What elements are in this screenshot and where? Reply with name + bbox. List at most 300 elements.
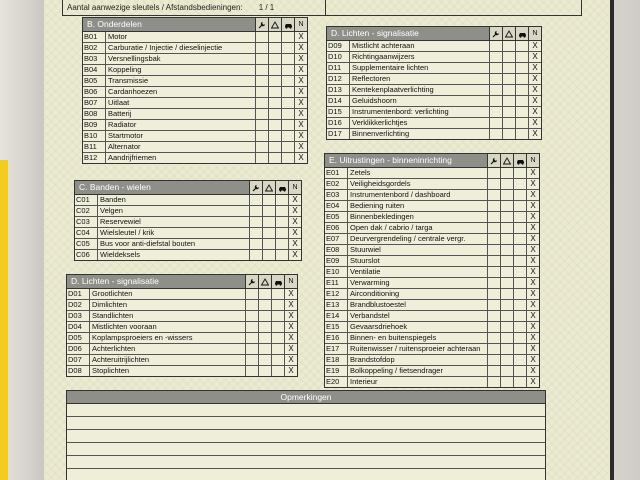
- check-cell[interactable]: [489, 85, 502, 95]
- check-cell[interactable]: [513, 355, 526, 365]
- check-cell-n[interactable]: X: [526, 278, 539, 288]
- check-cell[interactable]: [281, 32, 294, 42]
- checklist-row: [83, 142, 307, 153]
- checklist-row: [327, 63, 541, 74]
- check-cell-n[interactable]: X: [294, 54, 307, 64]
- check-cell-n[interactable]: X: [526, 333, 539, 343]
- check-cell-n[interactable]: X: [526, 355, 539, 365]
- check-cell[interactable]: [249, 228, 262, 238]
- checklist-row: [325, 212, 539, 223]
- item-code: E02: [325, 179, 348, 189]
- item-code: B10: [83, 131, 106, 141]
- check-cell[interactable]: [487, 333, 500, 343]
- check-cell[interactable]: [513, 278, 526, 288]
- check-cell[interactable]: [281, 76, 294, 86]
- check-cell[interactable]: [271, 355, 284, 365]
- check-cell[interactable]: [262, 206, 275, 216]
- checklist-row: [325, 300, 539, 311]
- check-cell-n[interactable]: X: [288, 195, 301, 205]
- check-cell[interactable]: [268, 98, 281, 108]
- checklist-row: [325, 344, 539, 355]
- item-label: Bolkoppeling / fietsendrager: [350, 366, 443, 375]
- check-cell-n[interactable]: X: [294, 98, 307, 108]
- check-cell[interactable]: [513, 245, 526, 255]
- check-cell[interactable]: [258, 289, 271, 299]
- item-code: E04: [325, 201, 348, 211]
- item-label: Brandstofdop: [350, 355, 395, 364]
- check-cell[interactable]: [500, 212, 513, 222]
- check-cell-n[interactable]: X: [526, 190, 539, 200]
- check-cell-n[interactable]: X: [294, 109, 307, 119]
- item-label: Grootlichten: [92, 289, 133, 298]
- check-cell[interactable]: [489, 41, 502, 51]
- checklist-row: [327, 118, 541, 129]
- check-cell-n[interactable]: X: [284, 311, 297, 321]
- item-code: E09: [325, 256, 348, 266]
- checklist-row: [75, 228, 301, 239]
- check-cell[interactable]: [275, 206, 288, 216]
- item-label: Achterlichten: [92, 344, 136, 353]
- check-cell-n[interactable]: X: [526, 168, 539, 178]
- check-cell[interactable]: [515, 107, 528, 117]
- checklist-row: [327, 107, 541, 118]
- check-cell[interactable]: [487, 278, 500, 288]
- checklist-row: [327, 74, 541, 85]
- check-cell[interactable]: [258, 355, 271, 365]
- item-code: D13: [327, 85, 350, 95]
- check-cell[interactable]: [271, 333, 284, 343]
- check-cell[interactable]: [487, 245, 500, 255]
- check-cell-n[interactable]: X: [288, 228, 301, 238]
- check-cell[interactable]: [515, 96, 528, 106]
- check-cell[interactable]: [487, 344, 500, 354]
- check-cell[interactable]: [489, 96, 502, 106]
- check-cell-n[interactable]: X: [526, 311, 539, 321]
- check-cell[interactable]: [271, 366, 284, 376]
- check-cell[interactable]: [487, 377, 500, 387]
- check-cell[interactable]: [513, 179, 526, 189]
- item-label: Open dak / cabrio / targa: [350, 223, 433, 232]
- checklist-row: [83, 54, 307, 65]
- check-cell[interactable]: [262, 239, 275, 249]
- check-cell[interactable]: [487, 267, 500, 277]
- check-cell[interactable]: [275, 195, 288, 205]
- check-cell[interactable]: [500, 300, 513, 310]
- check-cell[interactable]: [513, 267, 526, 277]
- check-cell-n[interactable]: X: [284, 289, 297, 299]
- check-cell[interactable]: [281, 54, 294, 64]
- check-cell[interactable]: [262, 195, 275, 205]
- check-cell-n[interactable]: X: [526, 234, 539, 244]
- check-cell[interactable]: [275, 239, 288, 249]
- check-cell-n[interactable]: X: [284, 300, 297, 310]
- check-cell[interactable]: [500, 179, 513, 189]
- item-code: B06: [83, 87, 106, 97]
- car-icon: [281, 18, 294, 31]
- check-cell[interactable]: [245, 311, 258, 321]
- check-cell-n[interactable]: X: [294, 32, 307, 42]
- check-cell[interactable]: [500, 201, 513, 211]
- item-label: Batterij: [108, 109, 132, 118]
- check-cell[interactable]: [489, 52, 502, 62]
- item-code: D14: [327, 96, 350, 106]
- check-cell[interactable]: [271, 311, 284, 321]
- check-cell[interactable]: [268, 153, 281, 163]
- check-cell[interactable]: [513, 190, 526, 200]
- check-cell[interactable]: [245, 344, 258, 354]
- check-cell-n[interactable]: X: [526, 179, 539, 189]
- checklist-row: [325, 267, 539, 278]
- item-label: Standlichten: [92, 311, 134, 320]
- check-cell[interactable]: [245, 333, 258, 343]
- item-label: Radiator: [108, 120, 137, 129]
- check-cell[interactable]: [245, 322, 258, 332]
- checklist-row: [327, 129, 541, 139]
- check-cell[interactable]: [513, 289, 526, 299]
- check-cell[interactable]: [281, 65, 294, 75]
- check-cell[interactable]: [502, 107, 515, 117]
- check-cell-n[interactable]: X: [526, 267, 539, 277]
- section-title: B. Onderdelen: [87, 19, 142, 29]
- check-cell[interactable]: [281, 98, 294, 108]
- item-label: Verklikkerlichtjes: [352, 118, 408, 127]
- check-cell[interactable]: [515, 129, 528, 139]
- item-label: Velgen: [100, 206, 123, 215]
- check-cell[interactable]: [275, 228, 288, 238]
- check-cell[interactable]: [487, 289, 500, 299]
- check-cell[interactable]: [255, 65, 268, 75]
- check-cell-n[interactable]: X: [294, 142, 307, 152]
- check-cell[interactable]: [487, 234, 500, 244]
- item-code: D03: [67, 311, 90, 321]
- check-cell[interactable]: [515, 74, 528, 84]
- wrench-icon: [249, 181, 262, 194]
- check-cell[interactable]: [515, 118, 528, 128]
- check-cell[interactable]: [500, 267, 513, 277]
- check-cell[interactable]: [500, 168, 513, 178]
- check-cell[interactable]: [281, 43, 294, 53]
- check-cell[interactable]: [258, 300, 271, 310]
- checklist-row: [325, 168, 539, 179]
- check-cell-n[interactable]: X: [526, 212, 539, 222]
- check-cell[interactable]: [500, 366, 513, 376]
- check-cell[interactable]: [255, 43, 268, 53]
- check-cell[interactable]: [268, 43, 281, 53]
- warning-icon: [262, 181, 275, 194]
- check-cell[interactable]: [502, 52, 515, 62]
- check-cell[interactable]: [487, 366, 500, 376]
- check-cell[interactable]: [255, 98, 268, 108]
- check-cell[interactable]: [513, 344, 526, 354]
- check-cell[interactable]: [268, 142, 281, 152]
- check-cell[interactable]: [255, 153, 268, 163]
- check-cell-n[interactable]: X: [294, 131, 307, 141]
- check-cell[interactable]: [268, 76, 281, 86]
- check-cell[interactable]: [513, 366, 526, 376]
- item-code: E15: [325, 322, 348, 332]
- check-cell[interactable]: [513, 223, 526, 233]
- check-cell[interactable]: [489, 118, 502, 128]
- item-code: B07: [83, 98, 106, 108]
- check-cell-n[interactable]: X: [526, 223, 539, 233]
- item-code: D17: [327, 129, 350, 139]
- check-cell-n[interactable]: X: [294, 76, 307, 86]
- check-cell[interactable]: [502, 63, 515, 73]
- section-banden-wielen: [74, 180, 302, 261]
- wrench-icon: [489, 27, 502, 40]
- check-cell[interactable]: [515, 52, 528, 62]
- check-cell[interactable]: [255, 120, 268, 130]
- item-label: Stuurslot: [350, 256, 380, 265]
- check-cell-n[interactable]: X: [528, 107, 541, 117]
- check-cell-n[interactable]: X: [294, 120, 307, 130]
- check-cell-n[interactable]: X: [284, 366, 297, 376]
- check-cell[interactable]: [500, 289, 513, 299]
- check-cell-n[interactable]: X: [528, 96, 541, 106]
- check-cell-n[interactable]: X: [528, 85, 541, 95]
- check-cell[interactable]: [258, 322, 271, 332]
- item-code: B08: [83, 109, 106, 119]
- check-cell-n[interactable]: X: [526, 245, 539, 255]
- check-cell[interactable]: [245, 300, 258, 310]
- check-cell[interactable]: [281, 109, 294, 119]
- check-cell[interactable]: [487, 190, 500, 200]
- check-cell[interactable]: [268, 87, 281, 97]
- checklist-row: [83, 153, 307, 163]
- check-cell[interactable]: [255, 109, 268, 119]
- check-cell[interactable]: [500, 377, 513, 387]
- car-icon: [275, 181, 288, 194]
- check-cell[interactable]: [487, 300, 500, 310]
- check-cell[interactable]: [281, 153, 294, 163]
- checklist-row: [327, 85, 541, 96]
- check-cell-n[interactable]: X: [294, 43, 307, 53]
- check-cell[interactable]: [513, 300, 526, 310]
- wrench-icon: [245, 275, 258, 288]
- check-cell[interactable]: [502, 85, 515, 95]
- checklist-row: [327, 41, 541, 52]
- check-cell[interactable]: [515, 85, 528, 95]
- item-code: E11: [325, 278, 348, 288]
- check-cell[interactable]: [500, 311, 513, 321]
- check-cell[interactable]: [502, 96, 515, 106]
- item-code: C01: [75, 195, 98, 205]
- check-cell[interactable]: [268, 32, 281, 42]
- check-cell-n[interactable]: X: [294, 87, 307, 97]
- check-cell[interactable]: [500, 190, 513, 200]
- check-cell[interactable]: [500, 234, 513, 244]
- check-cell-n[interactable]: X: [526, 377, 539, 387]
- item-label: Bediening ruiten: [350, 201, 405, 210]
- check-cell[interactable]: [487, 168, 500, 178]
- check-cell[interactable]: [487, 223, 500, 233]
- check-cell[interactable]: [258, 333, 271, 343]
- check-cell[interactable]: [502, 41, 515, 51]
- check-cell-n[interactable]: X: [288, 239, 301, 249]
- check-cell[interactable]: [489, 129, 502, 139]
- check-cell[interactable]: [255, 131, 268, 141]
- check-cell[interactable]: [500, 344, 513, 354]
- check-cell[interactable]: [487, 179, 500, 189]
- check-cell[interactable]: [245, 366, 258, 376]
- check-cell[interactable]: [502, 118, 515, 128]
- check-cell[interactable]: [281, 131, 294, 141]
- item-label: Koppeling: [108, 65, 142, 74]
- check-cell[interactable]: [281, 142, 294, 152]
- check-cell[interactable]: [502, 74, 515, 84]
- check-cell[interactable]: [268, 54, 281, 64]
- checklist-row: [83, 65, 307, 76]
- check-cell[interactable]: [262, 250, 275, 260]
- check-cell-n[interactable]: X: [526, 366, 539, 376]
- check-cell[interactable]: [249, 239, 262, 249]
- check-cell-n[interactable]: X: [294, 153, 307, 163]
- check-cell[interactable]: [275, 217, 288, 227]
- check-cell[interactable]: [487, 201, 500, 211]
- check-cell[interactable]: [255, 87, 268, 97]
- check-cell[interactable]: [268, 65, 281, 75]
- checklist-row: [83, 32, 307, 43]
- check-cell[interactable]: [500, 322, 513, 332]
- check-cell-n[interactable]: X: [528, 52, 541, 62]
- check-cell-n[interactable]: X: [528, 118, 541, 128]
- item-label: Binnenbekledingen: [350, 212, 414, 221]
- check-cell[interactable]: [500, 245, 513, 255]
- item-label: Instrumentenbord: verlichting: [352, 107, 449, 116]
- check-cell[interactable]: [271, 300, 284, 310]
- check-cell[interactable]: [487, 212, 500, 222]
- check-cell-n[interactable]: X: [528, 41, 541, 51]
- check-cell[interactable]: [255, 54, 268, 64]
- check-cell[interactable]: [515, 41, 528, 51]
- section-header: [83, 18, 307, 32]
- check-cell-n[interactable]: X: [294, 65, 307, 75]
- check-cell-n[interactable]: X: [288, 217, 301, 227]
- item-code: E06: [325, 223, 348, 233]
- check-cell[interactable]: [513, 234, 526, 244]
- item-code: E19: [325, 366, 348, 376]
- check-cell[interactable]: [513, 201, 526, 211]
- check-cell[interactable]: [255, 142, 268, 152]
- check-cell[interactable]: [258, 366, 271, 376]
- keys-count-line: [62, 0, 582, 16]
- check-cell[interactable]: [262, 217, 275, 227]
- check-cell[interactable]: [513, 333, 526, 343]
- check-cell[interactable]: [245, 355, 258, 365]
- item-code: E16: [325, 333, 348, 343]
- checklist-row: [83, 120, 307, 131]
- check-cell-n[interactable]: X: [526, 201, 539, 211]
- check-cell[interactable]: [513, 322, 526, 332]
- item-code: B04: [83, 65, 106, 75]
- check-cell[interactable]: [487, 256, 500, 266]
- checklist-row: [67, 311, 297, 322]
- check-cell[interactable]: [281, 120, 294, 130]
- check-cell[interactable]: [258, 311, 271, 321]
- check-cell[interactable]: [513, 256, 526, 266]
- check-cell[interactable]: [487, 311, 500, 321]
- column-n-header: N: [288, 181, 301, 194]
- check-cell[interactable]: [271, 322, 284, 332]
- item-code: B11: [83, 142, 106, 152]
- check-cell[interactable]: [249, 195, 262, 205]
- check-cell[interactable]: [513, 311, 526, 321]
- check-cell[interactable]: [489, 74, 502, 84]
- checklist-row: [325, 333, 539, 344]
- check-cell[interactable]: [255, 32, 268, 42]
- check-cell-n[interactable]: X: [526, 300, 539, 310]
- check-cell-n[interactable]: X: [284, 333, 297, 343]
- item-label: Zetels: [350, 168, 371, 177]
- check-cell[interactable]: [249, 206, 262, 216]
- checklist-row: [75, 250, 301, 260]
- check-cell-n[interactable]: X: [528, 129, 541, 139]
- check-cell[interactable]: [489, 63, 502, 73]
- check-cell[interactable]: [281, 87, 294, 97]
- check-cell[interactable]: [500, 355, 513, 365]
- item-code: D05: [67, 333, 90, 343]
- check-cell[interactable]: [515, 63, 528, 73]
- check-cell[interactable]: [500, 256, 513, 266]
- check-cell[interactable]: [500, 223, 513, 233]
- check-cell[interactable]: [489, 107, 502, 117]
- check-cell-n[interactable]: X: [526, 322, 539, 332]
- check-cell[interactable]: [258, 344, 271, 354]
- section-header: [325, 154, 539, 168]
- checklist-row: [325, 234, 539, 245]
- check-cell[interactable]: [268, 109, 281, 119]
- check-cell[interactable]: [262, 228, 275, 238]
- check-cell[interactable]: [271, 289, 284, 299]
- check-cell-n[interactable]: X: [284, 322, 297, 332]
- check-cell-n[interactable]: X: [526, 289, 539, 299]
- check-cell-n[interactable]: X: [528, 74, 541, 84]
- check-cell[interactable]: [502, 129, 515, 139]
- check-cell[interactable]: [513, 212, 526, 222]
- check-cell[interactable]: [271, 344, 284, 354]
- item-label: Transmissie: [108, 76, 149, 85]
- check-cell-n[interactable]: X: [288, 250, 301, 260]
- check-cell[interactable]: [249, 250, 262, 260]
- keys-count-value: 1 / 1: [258, 3, 275, 12]
- check-cell[interactable]: [268, 131, 281, 141]
- wrench-icon: [487, 154, 500, 167]
- section-onderdelen: [82, 17, 308, 164]
- check-cell[interactable]: [513, 168, 526, 178]
- opmerkingen-box: [66, 390, 546, 480]
- item-code: E13: [325, 300, 348, 310]
- check-cell[interactable]: [249, 217, 262, 227]
- check-cell-n[interactable]: X: [528, 63, 541, 73]
- section-lichten-left: [66, 274, 298, 377]
- check-cell-n[interactable]: X: [288, 206, 301, 216]
- check-cell[interactable]: [500, 333, 513, 343]
- check-cell-n[interactable]: X: [284, 344, 297, 354]
- check-cell[interactable]: [487, 322, 500, 332]
- check-cell-n[interactable]: X: [526, 344, 539, 354]
- wrench-icon: [255, 18, 268, 31]
- check-cell[interactable]: [500, 278, 513, 288]
- check-cell[interactable]: [255, 76, 268, 86]
- check-cell[interactable]: [487, 355, 500, 365]
- check-cell[interactable]: [275, 250, 288, 260]
- check-cell-n[interactable]: X: [526, 256, 539, 266]
- check-cell-n[interactable]: X: [284, 355, 297, 365]
- check-cell[interactable]: [513, 377, 526, 387]
- check-cell[interactable]: [245, 289, 258, 299]
- check-cell[interactable]: [268, 120, 281, 130]
- checklist-row: [83, 43, 307, 54]
